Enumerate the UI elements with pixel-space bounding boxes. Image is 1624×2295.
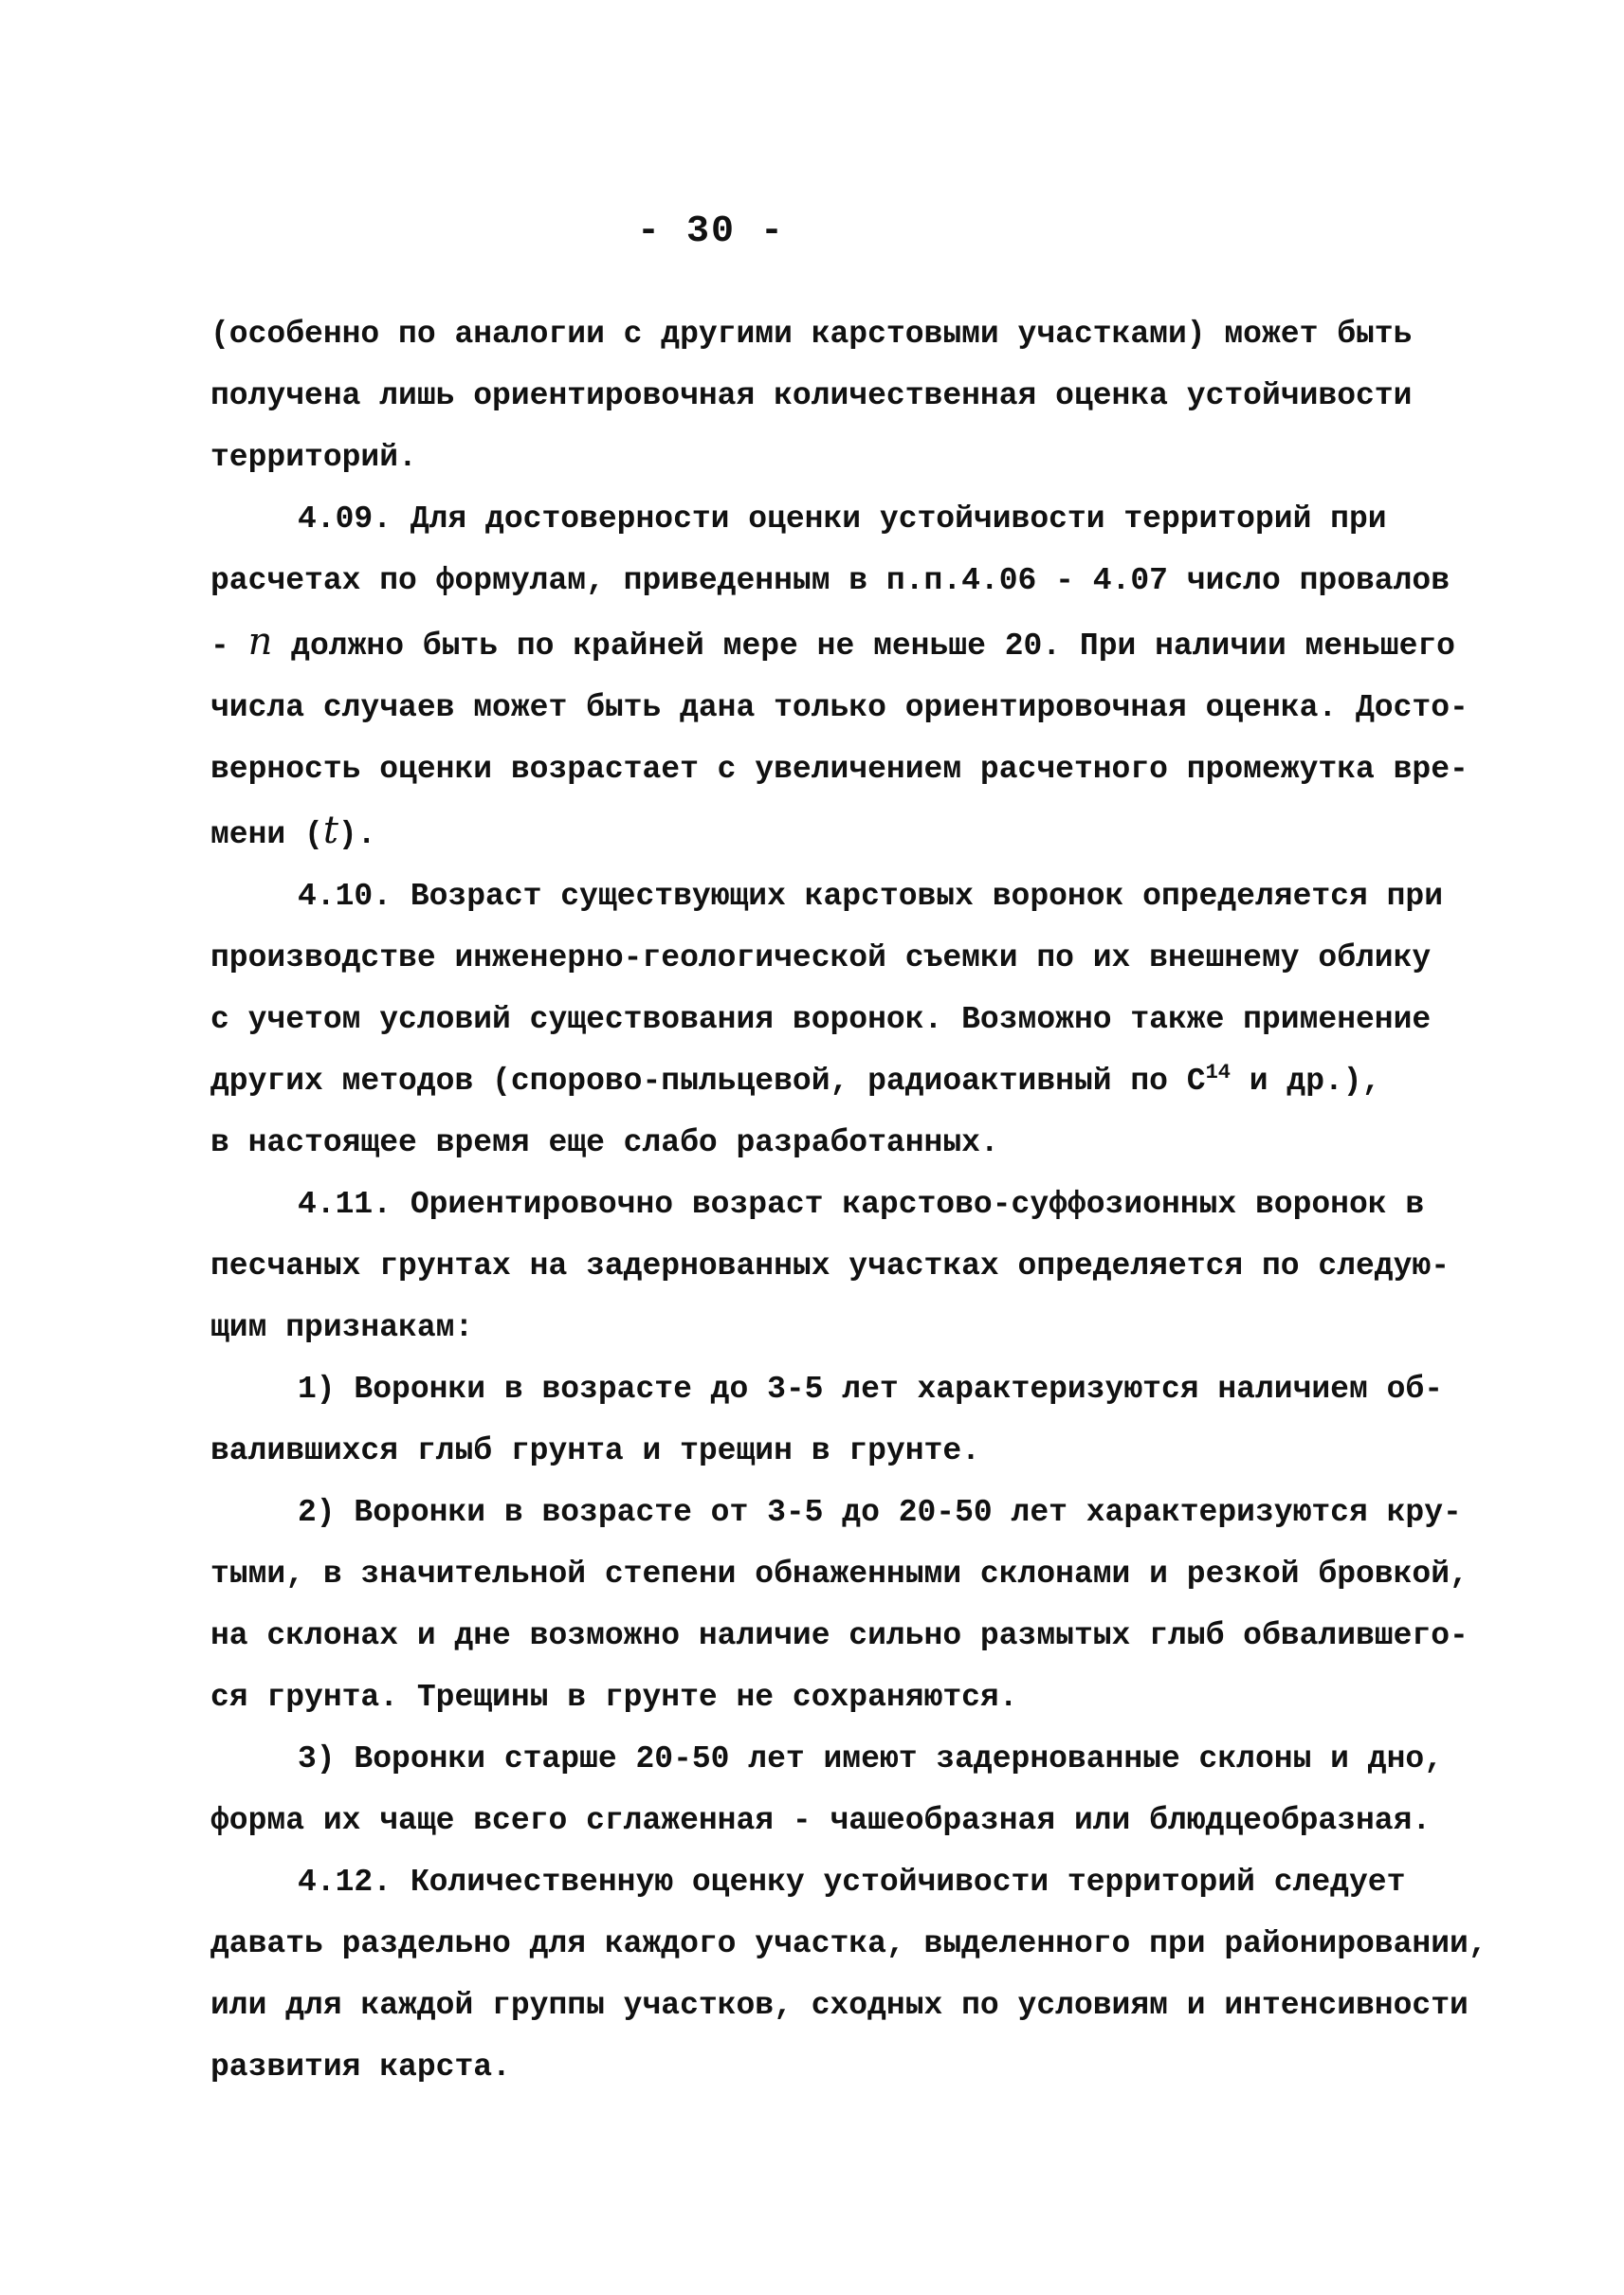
text-line: - n должно быть по крайней мере не меньше 20. При наличии меньшего [210, 620, 1455, 664]
text-line: или для каждой группы участков, сходных по условиям и интенсивности [210, 1988, 1469, 2023]
text-line: числа случаев может быть дана только ориентировочная оценка. Досто- [210, 690, 1469, 725]
text-line: тыми, в значительной степени обнаженными склонами и резкой бровкой, [210, 1557, 1469, 1592]
body-text [210, 303, 1487, 2098]
text-line: 2) Воронки в возрасте от 3-5 до 20-50 лет характеризуются кру- [298, 1495, 1462, 1530]
text-line: получена лишь ориентировочная количественная оценка устойчивости [210, 378, 1413, 413]
text-line: расчетах по формулам, приведенным в п.п.4.06 - 4.07 число провалов [210, 563, 1451, 598]
text-line: ся грунта. Трещины в грунте не сохраняются. [210, 1680, 1018, 1715]
list-item-3 [210, 1728, 1462, 1851]
text-line: производстве инженерно-геологической съемки по их внешнему облику [210, 940, 1432, 975]
superscript-14: 14 [1205, 1061, 1231, 1084]
text-line: 3) Воронки старше 20-50 лет имеют задернованные склоны и дно, [298, 1741, 1443, 1776]
text-line: (особенно по аналогии с другими карстовыми участками) может быть [210, 317, 1413, 352]
text-line: развития карста. [210, 2049, 511, 2085]
text-line: мени (t). [210, 809, 376, 852]
text-line: 4.11. Ориентировочно возраст карстово-суффозионных воронок в [298, 1187, 1425, 1222]
text-line: территорий. [210, 440, 417, 475]
variable-n: n [247, 620, 273, 664]
paragraph-4-12 [210, 1851, 1487, 2098]
paragraph-4-11 [210, 1174, 1462, 1358]
paragraph-4-09 [210, 488, 1469, 865]
paragraph-continuation [210, 303, 1462, 488]
text-line: 1) Воронки в возрасте до 3-5 лет характеризуются наличием об- [298, 1372, 1443, 1407]
list-item-2 [210, 1482, 1469, 1728]
paragraph-4-10 [210, 865, 1462, 1174]
text-line: 4.09. Для достоверности оценки устойчивости территорий при [298, 501, 1387, 537]
text-line: валившихся глыб грунта и трещин в грунте. [210, 1433, 980, 1468]
variable-t: t [322, 809, 338, 852]
text-line: верность оценки возрастает с увеличением расчетного промежутка вре- [210, 752, 1469, 787]
text-line: с учетом условий существования воронок. Возможно также применение [210, 1002, 1432, 1037]
text-line: давать раздельно для каждого участка, выделенного при районировании, [210, 1926, 1487, 1961]
list-item-1 [210, 1358, 1462, 1482]
text-line: в настоящее время еще слабо разработанных. [210, 1125, 999, 1160]
text-line: 4.10. Возраст существующих карстовых воронок определяется при [298, 879, 1443, 914]
text-line: песчаных грунтах на задернованных участках определяется по следую- [210, 1248, 1451, 1284]
text-line: 4.12. Количественную оценку устойчивости территорий следует [298, 1865, 1406, 1900]
text-line: форма их чаще всего сглаженная - чашеобразная или блюдцеобразная. [210, 1803, 1432, 1838]
text-line: щим признакам: [210, 1310, 474, 1345]
text-line: на склонах и дне возможно наличие сильно размытых глыб обвалившего- [210, 1618, 1469, 1653]
text-line: других методов (спорово-пыльцевой, радиоактивный по $С^{14}$ и др.), [210, 1061, 1381, 1099]
page-number: - 30 - [636, 210, 786, 253]
